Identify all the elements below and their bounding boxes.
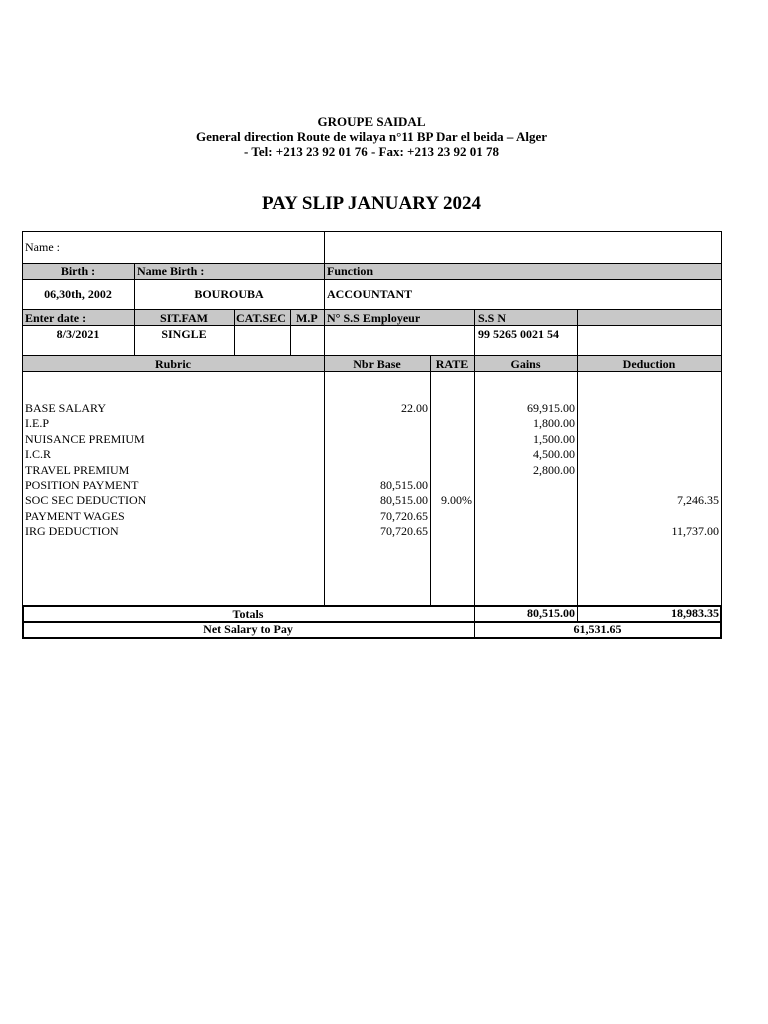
nbr-base-header: Nbr Base (353, 357, 401, 371)
row-gains: 4,500.00 (533, 447, 575, 462)
row-deduction: 7,246.35 (677, 493, 719, 508)
totals-label: Totals (232, 607, 264, 621)
enter-date-label: Enter date : (25, 311, 87, 325)
birth-label: Birth : (60, 264, 96, 278)
company-contact: - Tel: +213 23 92 01 76 - Fax: +213 23 92 01 78 (244, 144, 499, 159)
letterhead (0, 114, 743, 159)
ssn-value: 99 5265 0021 54 (478, 327, 559, 341)
row-base: 80,515.00 (380, 478, 428, 492)
function-label: Function (327, 264, 374, 278)
sitfam-value: SINGLE (161, 327, 207, 341)
payslip-title: PAY SLIP JANUARY 2024 (261, 193, 482, 214)
catsec-label: CAT.SEC (236, 311, 286, 325)
rate-header: RATE (435, 357, 469, 371)
row-rate: 9.00% (441, 493, 472, 508)
row-rubric: I.E.P (25, 416, 49, 431)
row-rubric: TRAVEL PREMIUM (25, 462, 130, 477)
sitfam-label: SIT.FAM (160, 311, 208, 325)
rubric-header: Rubric (155, 357, 191, 371)
name-birth-value: BOUROUBA (194, 287, 264, 301)
name-label: Name : (25, 240, 60, 254)
birth-value: 06,30th, 2002 (44, 287, 112, 301)
company-name: GROUPE SAIDAL (317, 114, 426, 129)
totals-gains: 80,515.00 (527, 606, 575, 620)
row-deduction: 11,737.00 (671, 524, 719, 539)
gains-header: Gains (510, 357, 541, 371)
totals-deduction: 18,983.35 (671, 606, 719, 620)
mp-label: M.P (296, 311, 318, 325)
row-rubric: SOC SEC DEDUCTION (25, 493, 147, 508)
row-gains: 1,800.00 (533, 416, 575, 431)
row-rubric: PAYMENT WAGES (25, 508, 125, 523)
net-salary-label: Net Salary to Pay (203, 622, 293, 636)
enter-date-value: 8/3/2021 (56, 327, 100, 341)
row-base: 70,720.65 (380, 508, 428, 523)
row-rubric: BASE SALARY (25, 401, 107, 415)
row-gains: 2,800.00 (533, 462, 575, 477)
name-birth-label: Name Birth : (137, 264, 205, 278)
row-gains: 69,915.00 (527, 401, 575, 415)
row-rubric: IRG DEDUCTION (25, 524, 119, 539)
ss-employer-label: N° S.S Employeur (327, 311, 421, 325)
row-base: 22.00 (401, 401, 428, 415)
row-gains: 1,500.00 (533, 431, 575, 446)
deduction-header: Deduction (622, 357, 676, 371)
ssn-label: S.S N (478, 311, 507, 325)
row-base: 70,720.65 (380, 524, 428, 539)
company-address: General direction Route de wilaya n°11 BP Dar el beida – Alger (195, 129, 547, 144)
row-base: 80,515.00 (380, 493, 428, 508)
row-rubric: I.C.R (25, 447, 52, 462)
row-rubric: NUISANCE PREMIUM (25, 431, 145, 446)
row-rubric: POSITION PAYMENT (25, 478, 139, 492)
net-salary-value: 61,531.65 (573, 622, 622, 636)
function-value: ACCOUNTANT (327, 287, 413, 301)
